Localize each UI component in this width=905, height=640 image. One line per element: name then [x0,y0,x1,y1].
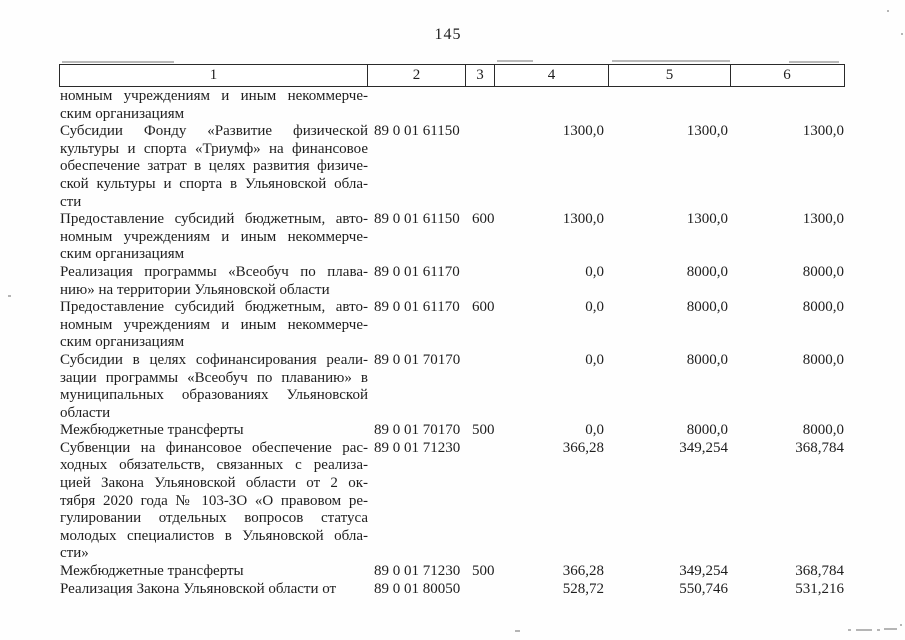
scan-smudge [497,60,533,62]
cell-amount-col6: 368,784 [795,563,844,580]
table-header-col1: 1 [60,65,368,86]
cell-amount-col5: 8000,0 [686,351,728,368]
table-row [60,440,844,563]
cell-name: Субсидии Фонду «Развитие физической культуры и спорта «Триумф» на финансовое обеспечение затрат в целях развития физиче- ской культуры и спорта в Ульяновской обла- сти [60,123,368,210]
table-row [60,422,844,440]
cell-amount-col5: 8000,0 [686,422,728,439]
cell-amount-col5: 349,254 [679,563,728,580]
cell-amount-col5: 550,746 [679,580,728,597]
cell-code: 89 0 01 61170 [374,263,460,280]
cell-name: Субвенции на финансовое обеспечение рас- ходных обязательств, связанных с реализа- цией Закона Ульяновской области от 2 ок- тября 2020 года № 103-ЗО «О правовом ре- гулировании отдельных вопросов статуса молодых специалистов в Ульяновской обла- сти» [60,439,368,562]
cell-amount-col5: 1300,0 [686,123,728,140]
cell-code: 89 0 01 70170 [374,422,461,439]
table-body [60,88,844,598]
cell-amount-col4: 1300,0 [562,211,604,228]
scan-artifact [901,33,903,35]
table-header-col4: 4 [495,65,609,86]
table-header [59,64,845,87]
cell-amount-col5: 8000,0 [686,299,728,316]
table-row [60,352,844,422]
scan-smudge [789,61,839,63]
cell-code: 89 0 01 71230 [374,563,461,580]
cell-amount-col5: 349,254 [679,439,728,456]
cell-name: Реализация программы «Всеобуч по плава- нию» на территории Ульяновской области [60,263,368,298]
cell-amount-col4: 366,28 [562,563,604,580]
cell-code: 89 0 01 80050 [374,580,461,597]
scan-artifact [8,295,11,297]
table-header-col3: 3 [466,65,495,86]
cell-amount-col4: 0,0 [585,422,604,439]
table-header-col2: 2 [368,65,466,86]
cell-group-code: 500 [472,422,495,439]
cell-group-code [464,88,494,106]
cell-amount-col4: 366,28 [562,439,604,456]
cell-code: 89 0 01 71230 [374,439,461,456]
cell-group-code: 500 [472,563,495,580]
cell-group-code [464,264,494,282]
table-row [60,299,844,352]
scan-artifact [848,629,851,631]
scan-artifact [856,629,872,631]
cell-code: 89 0 01 61150 [374,211,460,228]
cell-amount-col6: 8000,0 [802,299,844,316]
table-row [60,563,844,581]
cell-group-code: 600 [472,299,495,316]
scan-artifact [877,629,880,631]
cell-amount-col4: 528,72 [562,580,604,597]
cell-code: 89 0 01 70170 [374,351,461,368]
scan-artifact [887,10,889,12]
table-header-col5: 5 [609,65,731,86]
cell-name: Предоставление субсидий бюджетным, авто- номным учреждениям и иным некоммерче- ским организациям [60,299,368,351]
cell-amount-col4: 0,0 [585,351,604,368]
cell-code: 89 0 01 61170 [374,299,460,316]
cell-amount-col4: 0,0 [585,263,604,280]
table-header-col6: 6 [783,67,791,83]
cell-code [368,88,464,106]
cell-amount-col6: 1300,0 [802,211,844,228]
scan-smudge [62,61,174,63]
cell-amount-col6: 368,784 [795,439,844,456]
table-row [60,581,844,599]
table-row [60,88,844,123]
table-row [60,264,844,299]
page-number: 145 [434,26,462,43]
cell-amount-col4: 1300,0 [562,123,604,140]
cell-amount-col5 [604,88,728,106]
scan-artifact [884,628,897,630]
cell-name: номным учреждениям и иным некоммерче- ским организациям [60,88,368,122]
cell-group-code: 600 [472,211,495,228]
cell-group-code [464,123,494,141]
cell-name: Субсидии в целях софинансирования реали- зации программы «Всеобуч по плаванию» в муниципальных образованиях Ульяновской области [60,351,368,421]
cell-amount-col6: 8000,0 [802,351,844,368]
table-row [60,211,844,264]
cell-amount-col6: 8000,0 [802,422,844,439]
cell-amount-col6: 531,216 [795,580,844,597]
cell-amount-col6 [728,88,844,106]
cell-code: 89 0 01 61150 [374,123,460,140]
table-row [60,123,844,211]
cell-name: Реализация Закона Ульяновской области от [60,580,337,597]
cell-amount-col5: 1300,0 [686,211,728,228]
cell-amount-col6: 8000,0 [802,263,844,280]
cell-amount-col4 [494,88,604,106]
cell-group-code [464,440,494,458]
cell-group-code [464,352,494,370]
cell-group-code [464,581,494,599]
cell-amount-col6: 1300,0 [802,123,844,140]
cell-amount-col4: 0,0 [585,299,604,316]
cell-amount-col5: 8000,0 [686,263,728,280]
scan-smudge [612,60,730,62]
scan-artifact [900,624,902,626]
scan-artifact [515,630,520,632]
cell-name: Предоставление субсидий бюджетным, авто- номным учреждениям и иным некоммерче- ским организациям [60,211,368,263]
cell-name: Межбюджетные трансферты [60,422,244,439]
cell-name: Межбюджетные трансферты [60,563,244,580]
